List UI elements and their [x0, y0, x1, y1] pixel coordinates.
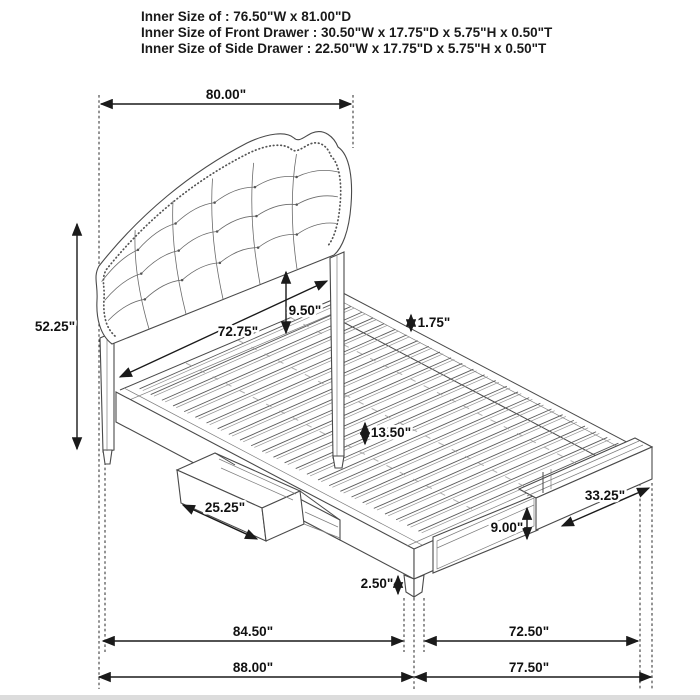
- svg-text:72.75": 72.75": [217, 324, 259, 339]
- svg-text:9.50": 9.50": [288, 303, 322, 318]
- svg-text:33.25": 33.25": [584, 488, 626, 503]
- dim-rail-lip: [411, 315, 450, 331]
- dim-leg-height: [361, 576, 398, 594]
- dim-overall-length: [99, 660, 413, 677]
- dim-frame-length: [103, 624, 403, 641]
- svg-text:13.50": 13.50": [370, 425, 412, 440]
- svg-text:9.00": 9.00": [490, 520, 524, 535]
- svg-text:25.25": 25.25": [204, 500, 246, 515]
- note-inner-size-front-drawer: Inner Size of Front Drawer : 30.50"W x 17.75"D x 5.75"H x 0.50"T: [141, 25, 553, 40]
- dim-foot-width-outer: [415, 660, 651, 677]
- note-inner-size-side-drawer: Inner Size of Side Drawer : 22.50"W x 17.75"D x 5.75"H x 0.50"T: [141, 41, 547, 56]
- svg-text:84.50": 84.50": [232, 624, 274, 639]
- svg-text:2.50": 2.50": [360, 576, 394, 591]
- svg-text:72.50": 72.50": [508, 624, 550, 639]
- dim-slat-section: [365, 423, 411, 444]
- dim-headboard-height: [35, 224, 77, 449]
- headboard-left-leg: [100, 332, 114, 464]
- svg-text:77.50": 77.50": [508, 660, 550, 675]
- svg-text:88.00": 88.00": [232, 660, 274, 675]
- svg-text:80.00": 80.00": [205, 87, 247, 102]
- image-bottom-edge: [0, 695, 700, 700]
- svg-text:1.75": 1.75": [417, 315, 451, 330]
- headboard-right-post: [330, 252, 344, 468]
- dim-foot-width-inner: [425, 624, 638, 641]
- note-inner-size-overall: Inner Size of : 76.50"W x 81.00"D: [141, 9, 352, 24]
- bed-frame: [116, 293, 652, 597]
- svg-text:52.25": 52.25": [34, 319, 76, 334]
- dim-overall-width: [101, 87, 351, 104]
